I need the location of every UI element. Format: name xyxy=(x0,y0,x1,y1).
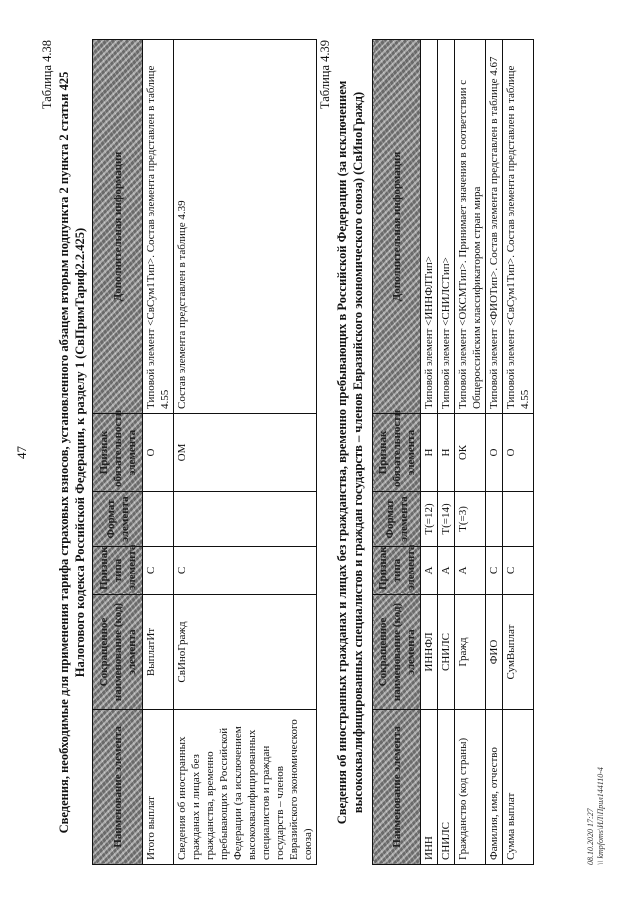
table-row xyxy=(438,40,455,865)
cell-format xyxy=(486,492,503,547)
footer-path: \\ kmpfoms\ИЛ\Прил144110-4 xyxy=(596,767,605,865)
header-cell: Признак обязательности элемента xyxy=(373,414,421,492)
cell-code: СвИноГражд xyxy=(174,595,317,710)
table-row xyxy=(174,40,317,865)
cell-required: О xyxy=(143,414,174,492)
cell-required: Н xyxy=(421,414,438,492)
cell-type: С xyxy=(174,547,317,595)
cell-required: Н xyxy=(438,414,455,492)
header-cell: Признак обязательности элемента xyxy=(93,414,143,492)
table-439 xyxy=(372,39,534,865)
table-row xyxy=(143,40,174,865)
table-438-label: Таблица 4.38 xyxy=(40,40,54,110)
cell-required: О xyxy=(486,414,503,492)
print-footer xyxy=(586,767,606,865)
cell-name: ИНН xyxy=(421,710,438,865)
cell-code: ИННФЛ xyxy=(421,595,438,710)
header-cell: Сокращенное наименование (код) элемента xyxy=(373,595,421,710)
table-439-title xyxy=(334,40,366,865)
cell-required: О xyxy=(503,414,534,492)
cell-format xyxy=(174,492,317,547)
cell-info: Типовой элемент <СвСум1Тип>. Состав элемента представлен в таблице 4.55 xyxy=(143,40,174,414)
table-438 xyxy=(92,39,317,865)
cell-code: ВыплатИт xyxy=(143,595,174,710)
table-439-title-line2: высококвалифицированных специалистов и граждан государств – членов Евразийского экономического союза) (СвИноГражд) xyxy=(351,91,365,814)
page-number: 47 xyxy=(14,446,29,459)
cell-format: Т(=12) xyxy=(421,492,438,547)
table-row xyxy=(421,40,438,865)
cell-code: СумВыплат xyxy=(503,595,534,710)
header-cell: Наименование элемента xyxy=(93,710,143,865)
table-row xyxy=(503,40,534,865)
cell-info: Типовой элемент <СвСум1Тип>. Состав элемента представлен в таблице 4.55 xyxy=(503,40,534,414)
cell-name: СНИЛС xyxy=(438,710,455,865)
header-cell: Признак типа элемента xyxy=(373,547,421,595)
cell-format xyxy=(503,492,534,547)
table-438-title-line1: Сведения, необходимые для применения тарифа страховых взносов, установленного абзацем вторым подпункта 2 пункта 2 статьи 425 xyxy=(57,71,71,834)
cell-name: Фамилия, имя, отчество xyxy=(486,710,503,865)
cell-info: Типовой элемент <ФИОТип>. Состав элемента представлен в таблице 4.67 xyxy=(486,40,503,414)
cell-name: Итого выплат xyxy=(143,710,174,865)
cell-code: Гражд xyxy=(455,595,486,710)
cell-type: А xyxy=(438,547,455,595)
footer-timestamp: 08.10.2020 17:27 xyxy=(586,808,595,865)
header-cell: Дополнительная информация xyxy=(373,40,421,414)
header-cell: Признак типа элемента xyxy=(93,547,143,595)
table-438-header-row xyxy=(93,40,143,865)
cell-code: ФИО xyxy=(486,595,503,710)
header-cell: Дополнительная информация xyxy=(93,40,143,414)
cell-info: Состав элемента представлен в таблице 4.39 xyxy=(174,40,317,414)
cell-type: С xyxy=(143,547,174,595)
cell-info: Типовой элемент <ОКСМТип>. Принимает значения в соответствии с Общероссийским классификатором стран мира xyxy=(455,40,486,414)
table-438-title-line2: Налогового кодекса Российской Федерации, к разделу 1 (СвПримТариф2.2.425) xyxy=(73,227,87,678)
cell-name: Гражданство (код страны) xyxy=(455,710,486,865)
table-439-label: Таблица 4.39 xyxy=(318,40,332,110)
cell-format xyxy=(143,492,174,547)
table-439-title-line1: Сведения об иностранных гражданах и лицах без гражданства, временно пребывающих в Российской Федерации (за исключением xyxy=(335,80,349,825)
cell-type: С xyxy=(503,547,534,595)
cell-name: Сумма выплат xyxy=(503,710,534,865)
cell-type: А xyxy=(421,547,438,595)
table-439-header-row xyxy=(373,40,421,865)
header-cell: Формат элемента xyxy=(93,492,143,547)
cell-required: ОМ xyxy=(174,414,317,492)
cell-info: Типовой элемент <СНИЛСТип> xyxy=(438,40,455,414)
cell-type: С xyxy=(486,547,503,595)
table-row xyxy=(455,40,486,865)
header-cell: Сокращенное наименование (код) элемента xyxy=(93,595,143,710)
table-row xyxy=(486,40,503,865)
cell-name: Сведения об иностранных гражданах и лицах без гражданства, временно пребывающих в Российской Федерации (за исключением высококвалифицированных специалистов и граждан государств – членов Евразийского экономического союза) xyxy=(174,710,317,865)
cell-format: Т(=14) xyxy=(438,492,455,547)
cell-format: Т(=3) xyxy=(455,492,486,547)
header-cell: Наименование элемента xyxy=(373,710,421,865)
table-438-title xyxy=(56,40,88,865)
cell-code: СНИЛС xyxy=(438,595,455,710)
cell-type: А xyxy=(455,547,486,595)
cell-required: ОК xyxy=(455,414,486,492)
cell-info: Типовой элемент <ИННФЛТип> xyxy=(421,40,438,414)
header-cell: Формат элемента xyxy=(373,492,421,547)
